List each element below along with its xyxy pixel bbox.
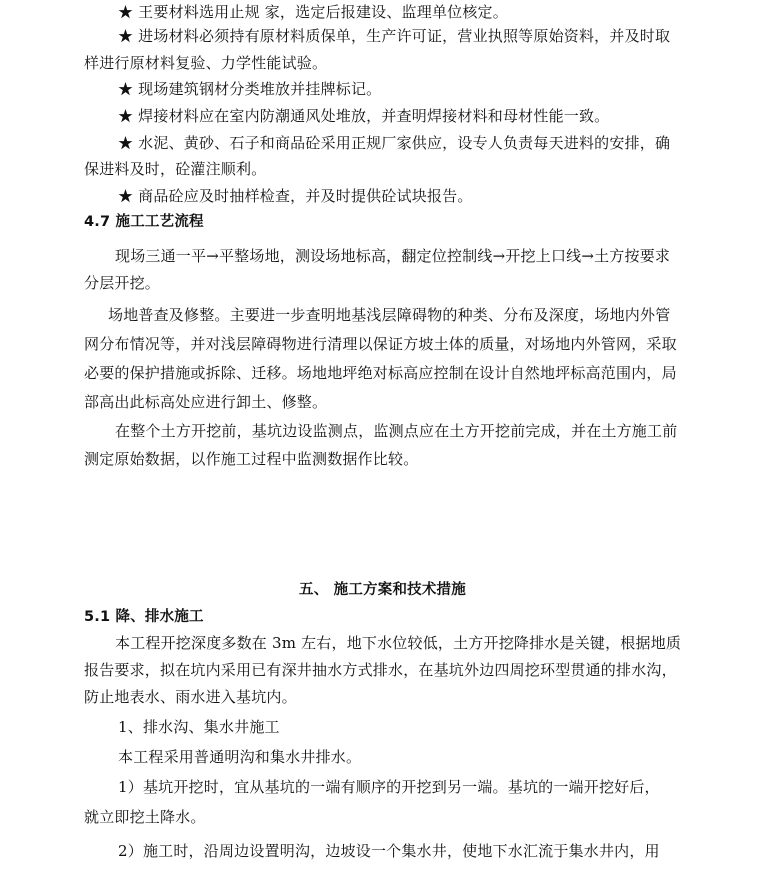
text-line: ★ 焊接材料应在室内防潮通风处堆放，并查明焊接材料和母材性能一致。	[118, 107, 610, 125]
text-line: 2）施工时，沿周边设置明沟，边坡设一个集水井，使地下水汇流于集水井内，用	[118, 842, 660, 860]
text-line: 现场三通一平→平整场地，测设场地标高，翻定位控制线→开挖上口线→土方按要求	[115, 247, 671, 265]
section-heading: 5.1 降、排水施工	[84, 609, 204, 625]
text-line: 本工程采用普通明沟和集水井排水。	[118, 748, 362, 766]
text-line: 必要的保护措施或拆除、迁移。场地地坪绝对标高应控制在设计自然地坪标高范围内，局	[84, 364, 677, 382]
text-line: 场地普查及修整。主要进一步查明地基浅层障碍物的种类、分布及深度，场地内外管	[108, 306, 671, 324]
text-line: 报告要求，拟在坑内采用已有深井抽水方式排水，在基坑外边四周挖环型贯通的排水沟，	[84, 661, 677, 679]
text-line: 部高出此标高处应进行卸土、修整。	[84, 393, 328, 411]
text-line: 本工程开挖深度多数在 3m 左右，地下水位较低，土方开挖降排水是关键，根据地质	[115, 634, 682, 652]
text-line: ★ 水泥、黄砂、石子和商品砼采用正规厂家供应，设专人负责每天进料的安排，确	[118, 134, 671, 152]
text-line: 分层开挖。	[84, 274, 161, 292]
text-line: 测定原始数据，以作施工过程中监测数据作比较。	[84, 450, 419, 468]
section-heading: 4.7 施工工艺流程	[84, 214, 204, 230]
text-line: 1）基坑开挖时，宜从基坑的一端有顺序的开挖到另一端。基坑的一端开挖好后，	[118, 778, 660, 796]
text-line: 样进行原材料复验、力学性能试验。	[84, 54, 328, 72]
text-line: ★ 商品砼应及时抽样检查，并及时提供砼试块报告。	[118, 187, 473, 205]
text-line: 就立即挖土降水。	[84, 808, 206, 826]
text-line: 保进料及时，砼灌注顺利。	[84, 160, 267, 178]
text-line: 防止地表水、雨水进入基坑内。	[84, 688, 297, 706]
section-heading: 五、 施工方案和技术措施	[299, 582, 466, 598]
text-line: 网分布情况等，并对浅层障碍物进行清理以保证方坡土体的质量，对场地内外管网，采取	[84, 335, 677, 353]
text-line: ★ 王要材料选用止规 家，选定后报建设、监理单位核定。	[118, 3, 508, 21]
text-line: ★ 现场建筑钢材分类堆放并挂牌标记。	[118, 80, 382, 98]
text-line: 在整个土方开挖前，基坑边设监测点，监测点应在土方开挖前完成，并在土方施工前	[115, 422, 678, 440]
text-line: ★ 进场材料必须持有原材料质保单，生产许可证，营业执照等原始资料，并及时取	[118, 27, 671, 45]
text-line: 1、排水沟、集水井施工	[118, 718, 280, 736]
